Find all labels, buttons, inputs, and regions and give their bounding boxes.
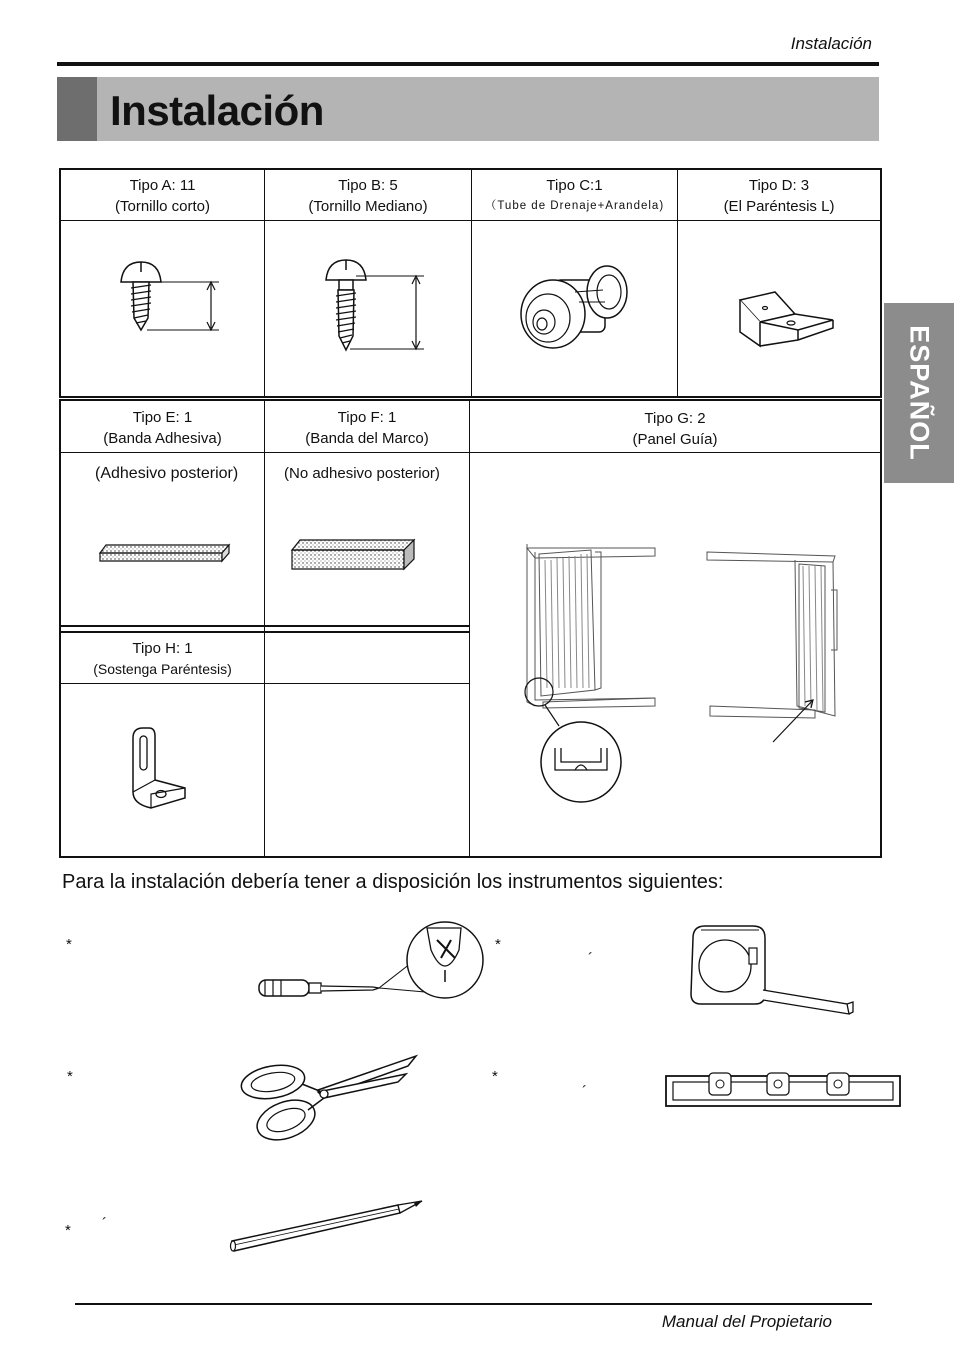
tool-marker-screwdriver: * [66, 936, 72, 953]
adhesive-strip-icon [98, 542, 233, 566]
part-b-caption [265, 175, 471, 217]
title-band [57, 77, 879, 141]
tool-marker-scissors: * [67, 1068, 73, 1085]
part-g-label: Tipo G: 2 [644, 410, 706, 427]
spirit-level-icon [663, 1070, 903, 1112]
part-h-caption [61, 638, 264, 680]
tools-intro: Para la instalación debería tener a disposición los instrumentos siguientes: [62, 871, 724, 893]
title-band-tab [57, 77, 97, 141]
part-a-caption [61, 175, 264, 217]
guide-panel-icon [515, 530, 850, 810]
part-d-caption [678, 175, 880, 217]
part-f-note: (No adhesivo posterior) [284, 465, 440, 482]
top-rule [57, 62, 879, 66]
screwdriver-icon [255, 920, 485, 1000]
short-screw-icon [115, 260, 225, 335]
part-c-caption [472, 175, 677, 217]
part-h-desc: (Sostenga Paréntesis) [93, 661, 232, 677]
tool-marker-tape: * [495, 936, 501, 953]
part-d-desc: (El Paréntesis L) [723, 198, 835, 215]
part-g-caption [470, 408, 880, 450]
running-header: Instalación [790, 34, 872, 53]
frame-strip-icon [290, 538, 418, 572]
page-footer: Manual del Propietario [661, 1312, 832, 1331]
part-f-label: Tipo F: 1 [337, 409, 397, 426]
part-a-desc: (Tornillo corto) [114, 198, 211, 215]
part-f-desc: (Banda del Marco) [305, 430, 429, 447]
part-d-label: Tipo D: 3 [748, 177, 810, 194]
support-bracket-icon [125, 722, 195, 812]
part-e-label: Tipo E: 1 [132, 409, 193, 426]
tape-measure-icon [683, 920, 858, 1020]
medium-screw-icon [320, 258, 430, 353]
part-e-note: (Adhesivo posterior) [95, 465, 239, 482]
scissors-icon [238, 1052, 423, 1144]
page-title: Instalación [110, 87, 324, 134]
tool-accent-pencil: ´ [102, 1215, 107, 1232]
part-c-desc: （Tube de Drenaje+Arandela) [484, 200, 665, 212]
language-tab [884, 303, 954, 483]
part-b-desc: (Tornillo Mediano) [308, 198, 428, 215]
part-c-label: Tipo C:1 [546, 177, 603, 194]
tool-accent-tape: ´ [588, 950, 593, 967]
l-bracket-icon [735, 290, 840, 350]
tool-marker-level: * [492, 1068, 498, 1085]
part-f-caption [265, 407, 469, 449]
drain-tube-icon [515, 262, 635, 357]
part-e-caption [61, 407, 264, 449]
tool-marker-pencil: * [65, 1222, 71, 1239]
bottom-rule [75, 1303, 872, 1305]
pencil-icon [228, 1195, 428, 1257]
part-b-label: Tipo B: 5 [338, 177, 398, 194]
part-h-label: Tipo H: 1 [132, 640, 193, 657]
tool-accent-level: ´ [582, 1083, 587, 1100]
language-tab-label: ESPAÑOL [904, 325, 935, 461]
part-a-label: Tipo A: 11 [129, 177, 196, 194]
part-g-desc: (Panel Guía) [632, 431, 718, 448]
part-e-desc: (Banda Adhesiva) [103, 430, 222, 447]
